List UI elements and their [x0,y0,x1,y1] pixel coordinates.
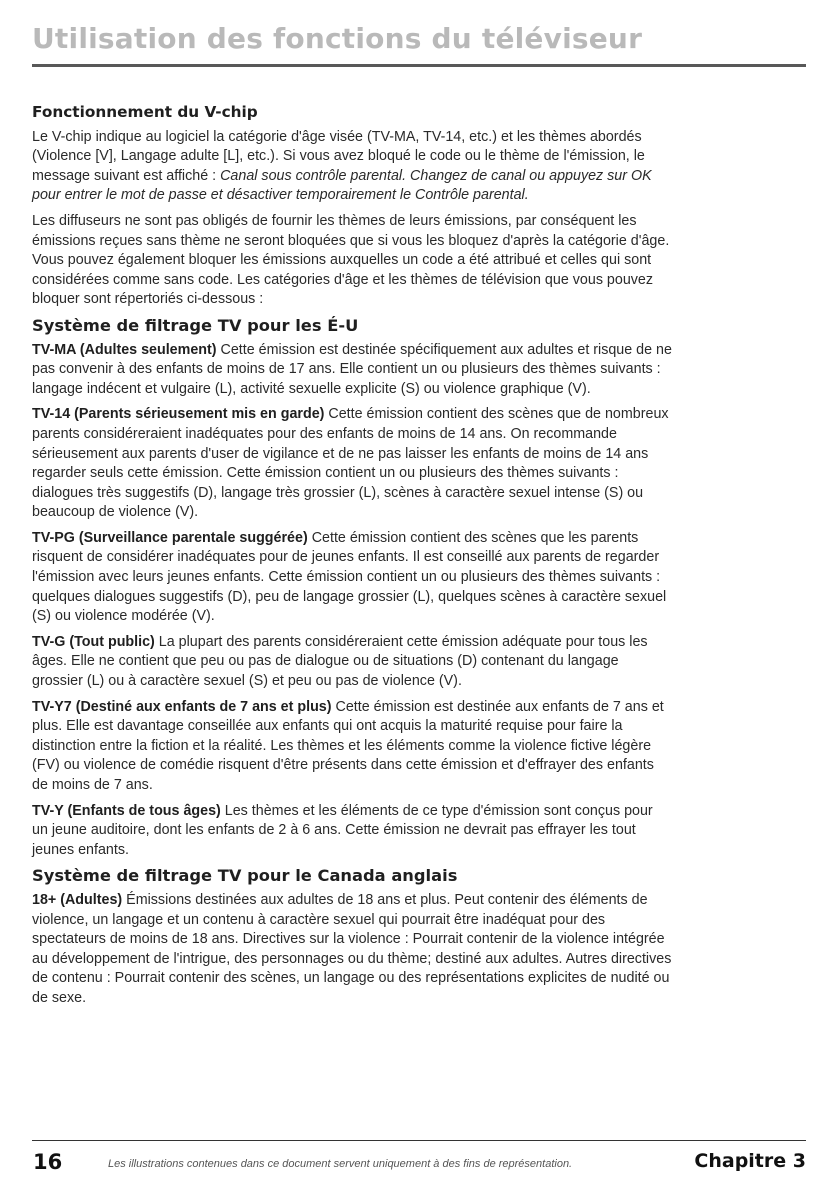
section-heading-us: Système de filtrage TV pour les É-U [32,315,359,335]
rating-term: TV-MA (Adultes seulement) [32,341,217,358]
rating-term: TV-PG (Surveillance parentale suggérée) [32,529,308,546]
rating-term: TV-Y (Enfants de tous âges) [32,802,221,819]
rating-description: La plupart des parents considéreraient cette émission adéquate pour tous les âges. Elle ne contient que peu ou pas de dialogue ou de situations (D) contenant du langage grossier (L) ou à caractère sexuel (S) et peu ou pas de violence (V). [32,633,648,690]
main-content [32,103,672,1015]
parental-control-message: Canal sous contrôle parental. Changez de canal ou appuyez sur OK pour entrer le mot de passe et désactiver temporairement le Contrôle parental. [32,167,652,204]
vchip-paragraph-2: Les diffuseurs ne sont pas obligés de fournir les thèmes de leurs émissions, par conséquent les émissions reçues sans thème ne seront bloquées que si vous les bloquez d'après la catégorie d'âge. Vous pouvez également bloquer les émissions auxquelles un code a été attribué et celles qui sont considérées comme sans code. Les catégories d'âge et les thèmes de télévision que vous pouvez bloquer sont répertoriés ci-dessous : [32,212,670,308]
rating-term: 18+ (Adultes) [32,891,123,908]
footer-disclaimer: Les illustrations contenues dans ce document servent uniquement à des fins de représentation. [108,1158,573,1170]
rating-tv-ma [32,341,672,400]
chapter-label: Chapitre 3 [694,1150,806,1172]
section-heading-canada: Système de filtrage TV pour le Canada anglais [32,866,458,886]
rating-term: TV-14 (Parents sérieusement mis en garde) [32,406,325,423]
rating-description: Les thèmes et les éléments de ce type d'émission sont conçus pour un jeune auditoire, dont les enfants de 2 à 6 ans. Cette émission ne devrait pas effrayer les tout jeunes enfants. [32,802,653,858]
rating-18-plus [32,891,672,1009]
rating-description: Cette émission est destinée aux enfants de 7 ans et plus. Elle est davantage conseillée aux enfants qui ont acquis la maturité requise pour faire la distinction entre la fiction et la réalité. Les thèmes et les éléments comme la violence fictive légère (FV) ou violence de comédie risquent d'être présents dans cette émission et d'effrayer des enfants de moins de 7 ans. [32,698,664,793]
rating-tv-y [32,802,672,861]
rating-tv-y7 [32,698,672,796]
vchip-paragraph-1 [32,128,672,206]
title-divider [32,64,806,67]
vchip-paragraph-1-text: Le V-chip indique au logiciel la catégorie d'âge visée (TV-MA, TV-14, etc.) et les thèmes abordés (Violence [V], Langage adulte [L], etc.). Si vous avez bloqué le code ou le thème de l'émission, le message suivant est affiché : [32,128,645,184]
rating-tv-pg [32,529,672,627]
page-title: Utilisation des fonctions du téléviseur [32,22,643,55]
footer-divider [32,1140,806,1141]
rating-description: Cette émission contient des scènes que les parents risquent de considérer inadéquates pour de jeunes enfants. Il est conseillé aux parents de regarder l'émission avec leurs jeunes enfants. Cette émission contient un ou plusieurs des thèmes suivants : quelques dialogues suggestifs (D), peu de langage grossier (L), quelques scènes à caractère sexuel (S) ou violence modérée (V). [32,529,667,625]
rating-description: Cette émission contient des scènes que de nombreux parents considéreraient inadéquates pour des enfants de moins de 14 ans. On recommande sérieusement aux parents d'user de vigilance et de ne pas laisser les enfants de moins de 14 ans regarder seuls cette émission. Cette émission contient un ou plusieurs des thèmes suivants : dialogues très suggestifs (D), langage très grossier (L), scènes à caractère sexuel intense (S) ou beaucoup de violence (V). [32,406,669,521]
rating-tv-14 [32,405,672,523]
rating-term: TV-G (Tout public) [32,633,155,650]
rating-description: Émissions destinées aux adultes de 18 ans et plus. Peut contenir des éléments de violence, un langage et un contenu à caractère sexuel qui pourrait être inadéquat pour des spectateurs de moins de 18 ans. Directives sur la violence : Pourrait contenir de la violence intégrée au développement de l'intrigue, des personnages ou du thème; destiné aux adultes. Autres directives de contenu : Pourrait contenir des scènes, un langage ou des représentations explicites de nudité ou de sexe. [32,891,672,1006]
rating-tv-g [32,633,672,692]
page-number: 16 [33,1150,63,1174]
rating-term: TV-Y7 (Destiné aux enfants de 7 ans et plus) [32,698,332,715]
section-heading-vchip: Fonctionnement du V-chip [32,103,258,121]
rating-description: Cette émission est destinée spécifiquement aux adultes et risque de ne pas convenir à des enfants de moins de 17 ans. Elle contient un ou plusieurs des thèmes suivants : langage indécent et vulgaire (L), activité sexuelle explicite (S) ou violence graphique (V). [32,341,672,397]
